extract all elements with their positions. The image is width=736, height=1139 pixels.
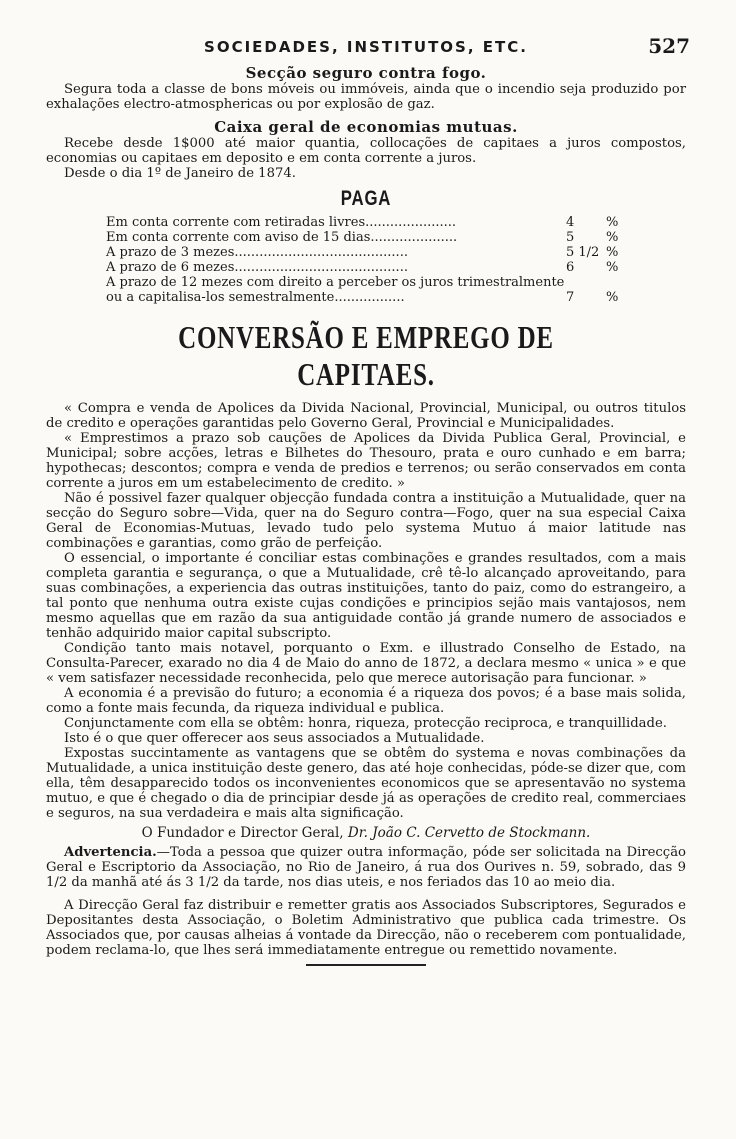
conversion-paragraph: Conjunctamente com ella se obtêm: honra, riqueza, protecção reciproca, e tranquillidade. (64, 716, 667, 731)
closing-paragraph: A Direcção Geral faz distribuir e remetter gratis aos Associados Subscriptores, Segurados e Depositantes desta Associação, o Boletim Administrativo que publica cada trimestre. Os Associados que, por causas alheias á vontade da Direcção, não o receberem com pontualidade, podem reclama-lo, que lhes será immediatamente entregue ou remettido novamente. (46, 898, 686, 958)
rate-label: A prazo de 12 mezes com direito a perceber os juros trimestralmente ou a capitalisa-los semestralmente................. (106, 275, 565, 305)
page-number: 527 (648, 34, 690, 58)
fire-section-text: Segura toda a classe de bons móveis ou immóveis, ainda que o incendio seja produzido por exhalações electro-atmosphericas ou por explosão de gaz. (46, 82, 686, 112)
savings-section-title: Caixa geral de economias mutuas. (214, 118, 518, 136)
conversion-paragraph: Condição tanto mais notavel, porquanto o Exm. e illustrado Conselho de Estado, na Consulta-Parecer, exarado no dia 4 de Maio do anno de 1872, a declara mesmo « unica » e que « vem satisfazer necessidade reconhecida, pelo que merece autorisação para funcionar. » (46, 641, 686, 686)
closing-rule (306, 964, 426, 966)
rates-table (106, 215, 636, 305)
fire-section-title: Secção seguro contra fogo. (245, 64, 487, 82)
rate-label: Em conta corrente com retiradas livres...................... (106, 215, 457, 230)
rate-value: 4 (566, 215, 575, 230)
rate-value: 5 1/2 (566, 245, 600, 260)
rate-row (106, 275, 636, 305)
rate-value: 5 (566, 230, 575, 245)
rate-value: 7 (566, 290, 575, 305)
conversion-paragraph: Isto é o que quer offerecer aos seus associados a Mutualidade. (64, 731, 485, 746)
signature (46, 825, 686, 841)
rate-row (106, 260, 636, 275)
rate-row (106, 230, 636, 245)
rate-label: A prazo de 6 mezes.......................................... (106, 260, 408, 275)
advertencia-paragraph (46, 845, 686, 890)
signature-prefix: O Fundador e Director Geral, (141, 825, 344, 841)
signature-name: Dr. João C. Cervetto de Stockmann. (347, 825, 591, 841)
rate-unit: % (606, 260, 619, 275)
running-head (46, 34, 690, 60)
rate-unit: % (606, 215, 619, 230)
rate-unit: % (606, 230, 619, 245)
savings-section-date: Desde o dia 1º de Janeiro de 1874. (64, 166, 296, 181)
advertencia-text: —Toda a pessoa que quizer outra informação, póde ser solicitada na Direcção Geral e Escriptorio da Associação, no Rio de Janeiro, á rua dos Ourives n. 59, sobrado, das 9 1/2 da manhã até ás 3 1/2 da tarde, nos dias uteis, e nos feriados das 10 ao meio dia. (46, 845, 686, 890)
advertencia-label: Advertencia. (64, 845, 157, 860)
paga-title: PAGA (340, 187, 392, 210)
spacer (46, 890, 686, 898)
rate-value: 6 (566, 260, 575, 275)
savings-section-text: Recebe desde 1$000 até maior quantia, collocações de capitaes a juros compostos, economias ou capitaes em deposito e em conta corrente a juros. (46, 136, 686, 166)
conversion-title: CONVERSÃO E EMPREGO DE CAPITAES. (178, 319, 554, 392)
conversion-paragraph: « Compra e venda de Apolices da Divida Nacional, Provincial, Municipal, ou outros titulos de credito e operações garantidas pelo Governo Geral, Provincial e Municipalidades. (46, 401, 686, 431)
rate-unit: % (606, 290, 619, 305)
rate-label: Em conta corrente com aviso de 15 dias..................... (106, 230, 458, 245)
conversion-paragraph: « Emprestimos a prazo sob cauções de Apolices da Divida Publica Geral, Provincial, e Municipal; sobre acções, letras e Bilhetes do Thesouro, prata e ouro cunhado e em barra; hypothecas; descontos; compra e venda de predios e terrenos; ou serão conservados em conta corrente a juros em um estabelecimento de credito. » (46, 431, 686, 491)
conversion-paragraph: O essencial, o importante é conciliar estas combinações e grandes resultados, com a mais completa garantia e segurança, o que a Mutualidade, crê tê-lo alcançado aproveitando, para suas combinações, a experiencia das outras instituições, tanto do paiz, como do estrangeiro, a tal ponto que nenhuma outra existe cujas condições e principios sejão mais vantajosos, nem mesmo aquellas que em razão da sua antiguidade contão já grande numero de associados e tenhão adquirido maior capital subscripto. (46, 551, 686, 641)
running-title: SOCIEDADES, INSTITUTOS, ETC. (204, 38, 528, 56)
conversion-paragraph: Não é possivel fazer qualquer objecção fundada contra a instituição a Mutualidade, quer na secção do Seguro sobre—Vida, quer na do Seguro contra—Fogo, quer na sua especial Caixa Geral de Economias-Mutuas, levado tudo pelo systema Mutuo á maior latitude nas combinações e garantias, como grão de perfeição. (46, 491, 686, 551)
conversion-paragraph: A economia é a previsão do futuro; a economia é a riqueza dos povos; é a base mais solida, como a fonte mais fecunda, da riqueza individual e publica. (46, 686, 686, 716)
rate-label: A prazo de 3 mezes.......................................... (106, 245, 408, 260)
rate-row (106, 245, 636, 260)
conversion-paragraph: Expostas succintamente as vantagens que se obtêm do systema e novas combinações da Mutualidade, a unica instituição deste genero, das até hoje conhecidas, póde-se dizer que, com ella, têm desapparecido todos os inconvenientes economicos que se apresentavão no systema mutuo, e que é chegado o dia de principiar desde já as operações de credito real, commerciaes e seguros, na sua verdadeira e mais alta significação. (46, 746, 686, 821)
rate-row (106, 215, 636, 230)
rate-unit: % (606, 245, 619, 260)
